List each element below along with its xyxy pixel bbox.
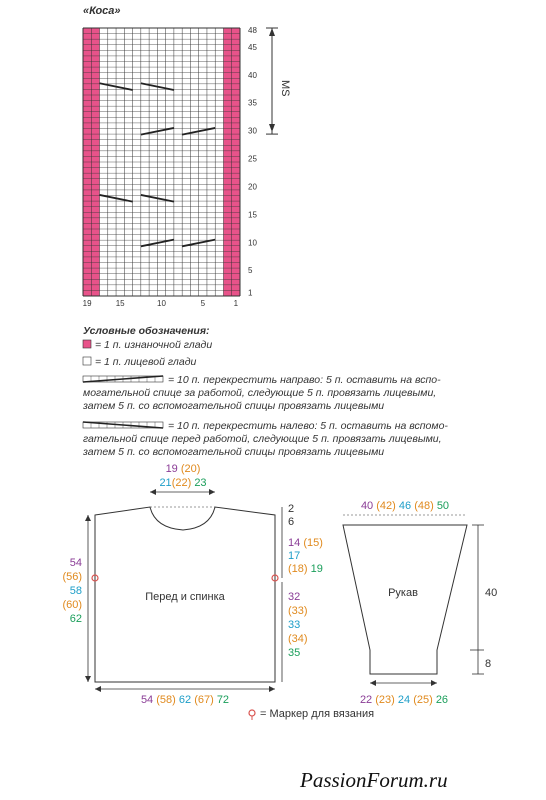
side-5: 35 (288, 647, 301, 659)
column-tick: 1 (233, 299, 239, 308)
legend-cross-right-1: = 10 п. перекрестить направо: 5 п. оставить на вспо- (168, 374, 441, 386)
height-1: 54 (69, 557, 82, 569)
row-tick: 15 (248, 210, 257, 220)
legend-purl: = 1 п. изнаночной глади (95, 339, 213, 351)
cross-right-symbol (83, 376, 163, 382)
armhole-3: (18) 19 (288, 563, 323, 575)
row-tick: 35 (248, 98, 257, 108)
row-tick: 25 (248, 154, 257, 164)
shoulder-slope: 2 (288, 503, 295, 515)
ms-bracket (266, 28, 291, 134)
side-2: (33) (288, 605, 308, 617)
sleeve-top-width: 40 (42) 46 (48) 50 (360, 500, 450, 512)
row-tick: 1 (248, 288, 253, 298)
height-2: (56) (62, 571, 82, 583)
row-tick: 10 (248, 238, 257, 248)
body-label: Перед и спинка (145, 591, 225, 603)
legend-cross-right-3: затем 5 п. со вспомогательной спицы провязать лицевыми (83, 400, 385, 412)
height-4: (60) (62, 599, 82, 611)
column-number-ticks (83, 299, 239, 308)
row-tick: 30 (248, 126, 257, 136)
column-tick: 15 (115, 299, 125, 308)
column-tick: 10 (157, 299, 166, 308)
body-pattern (62, 463, 322, 706)
row-tick: 45 (248, 42, 257, 52)
row-number-ticks (248, 26, 257, 297)
height-5: 62 (69, 613, 82, 625)
legend-cross-right-2: могательной спице за работой, следующие 5 п. провязать лицевыми, (83, 387, 437, 399)
marker-icon (249, 710, 255, 716)
side-1: 32 (288, 591, 301, 603)
sleeve-bottom-width: 22 (23) 24 (25) 26 (359, 694, 449, 706)
column-tick: 19 (82, 299, 92, 308)
column-tick: 5 (200, 299, 206, 308)
chart-title: «Коса» (83, 5, 121, 17)
knit-swatch (83, 357, 91, 365)
knitting-chart (83, 28, 240, 296)
neck-depth: 6 (288, 516, 295, 528)
legend-cross-left-3: затем 5 п. со вспомогательной спицы провязать лицевыми (83, 446, 385, 458)
row-tick: 48 (248, 26, 257, 36)
ms-label: MS (279, 80, 291, 97)
watermark-logo: PassionForum.ru (300, 768, 448, 792)
row-tick: 20 (248, 182, 257, 192)
legend-cross-left-1: = 10 п. перекрестить налево: 5 п. оставить на вспомо- (168, 420, 448, 432)
armhole-2: 17 (288, 550, 301, 562)
side-3: 33 (288, 619, 301, 631)
marker-note-text: = Маркер для вязания (260, 708, 375, 720)
sleeve-pattern (343, 500, 497, 706)
neck-width-bottom: 21(22) 23 (159, 477, 207, 489)
armhole-1: 14 (15) (288, 537, 323, 549)
cross-left-symbol (83, 422, 163, 428)
sleeve-height: 40 (485, 587, 498, 599)
side-4: (34) (288, 633, 308, 645)
marker-note (249, 708, 374, 720)
cuff-height: 8 (485, 658, 492, 670)
height-3: 58 (69, 585, 82, 597)
legend-cross-left-2: гательной спице перед работой, следующие 5 п. провязать лицевыми, (83, 433, 442, 445)
legend-knit: = 1 п. лицевой глади (95, 356, 197, 368)
neck-width-top: 19 (20) (165, 463, 201, 475)
width-bottom: 54 (58) 62 (67) 72 (140, 694, 230, 706)
purl-swatch (83, 340, 91, 348)
row-tick: 40 (248, 70, 257, 80)
row-tick: 5 (248, 266, 253, 276)
legend-title: Условные обозначения: (83, 325, 210, 337)
sleeve-label: Рукав (388, 587, 418, 599)
